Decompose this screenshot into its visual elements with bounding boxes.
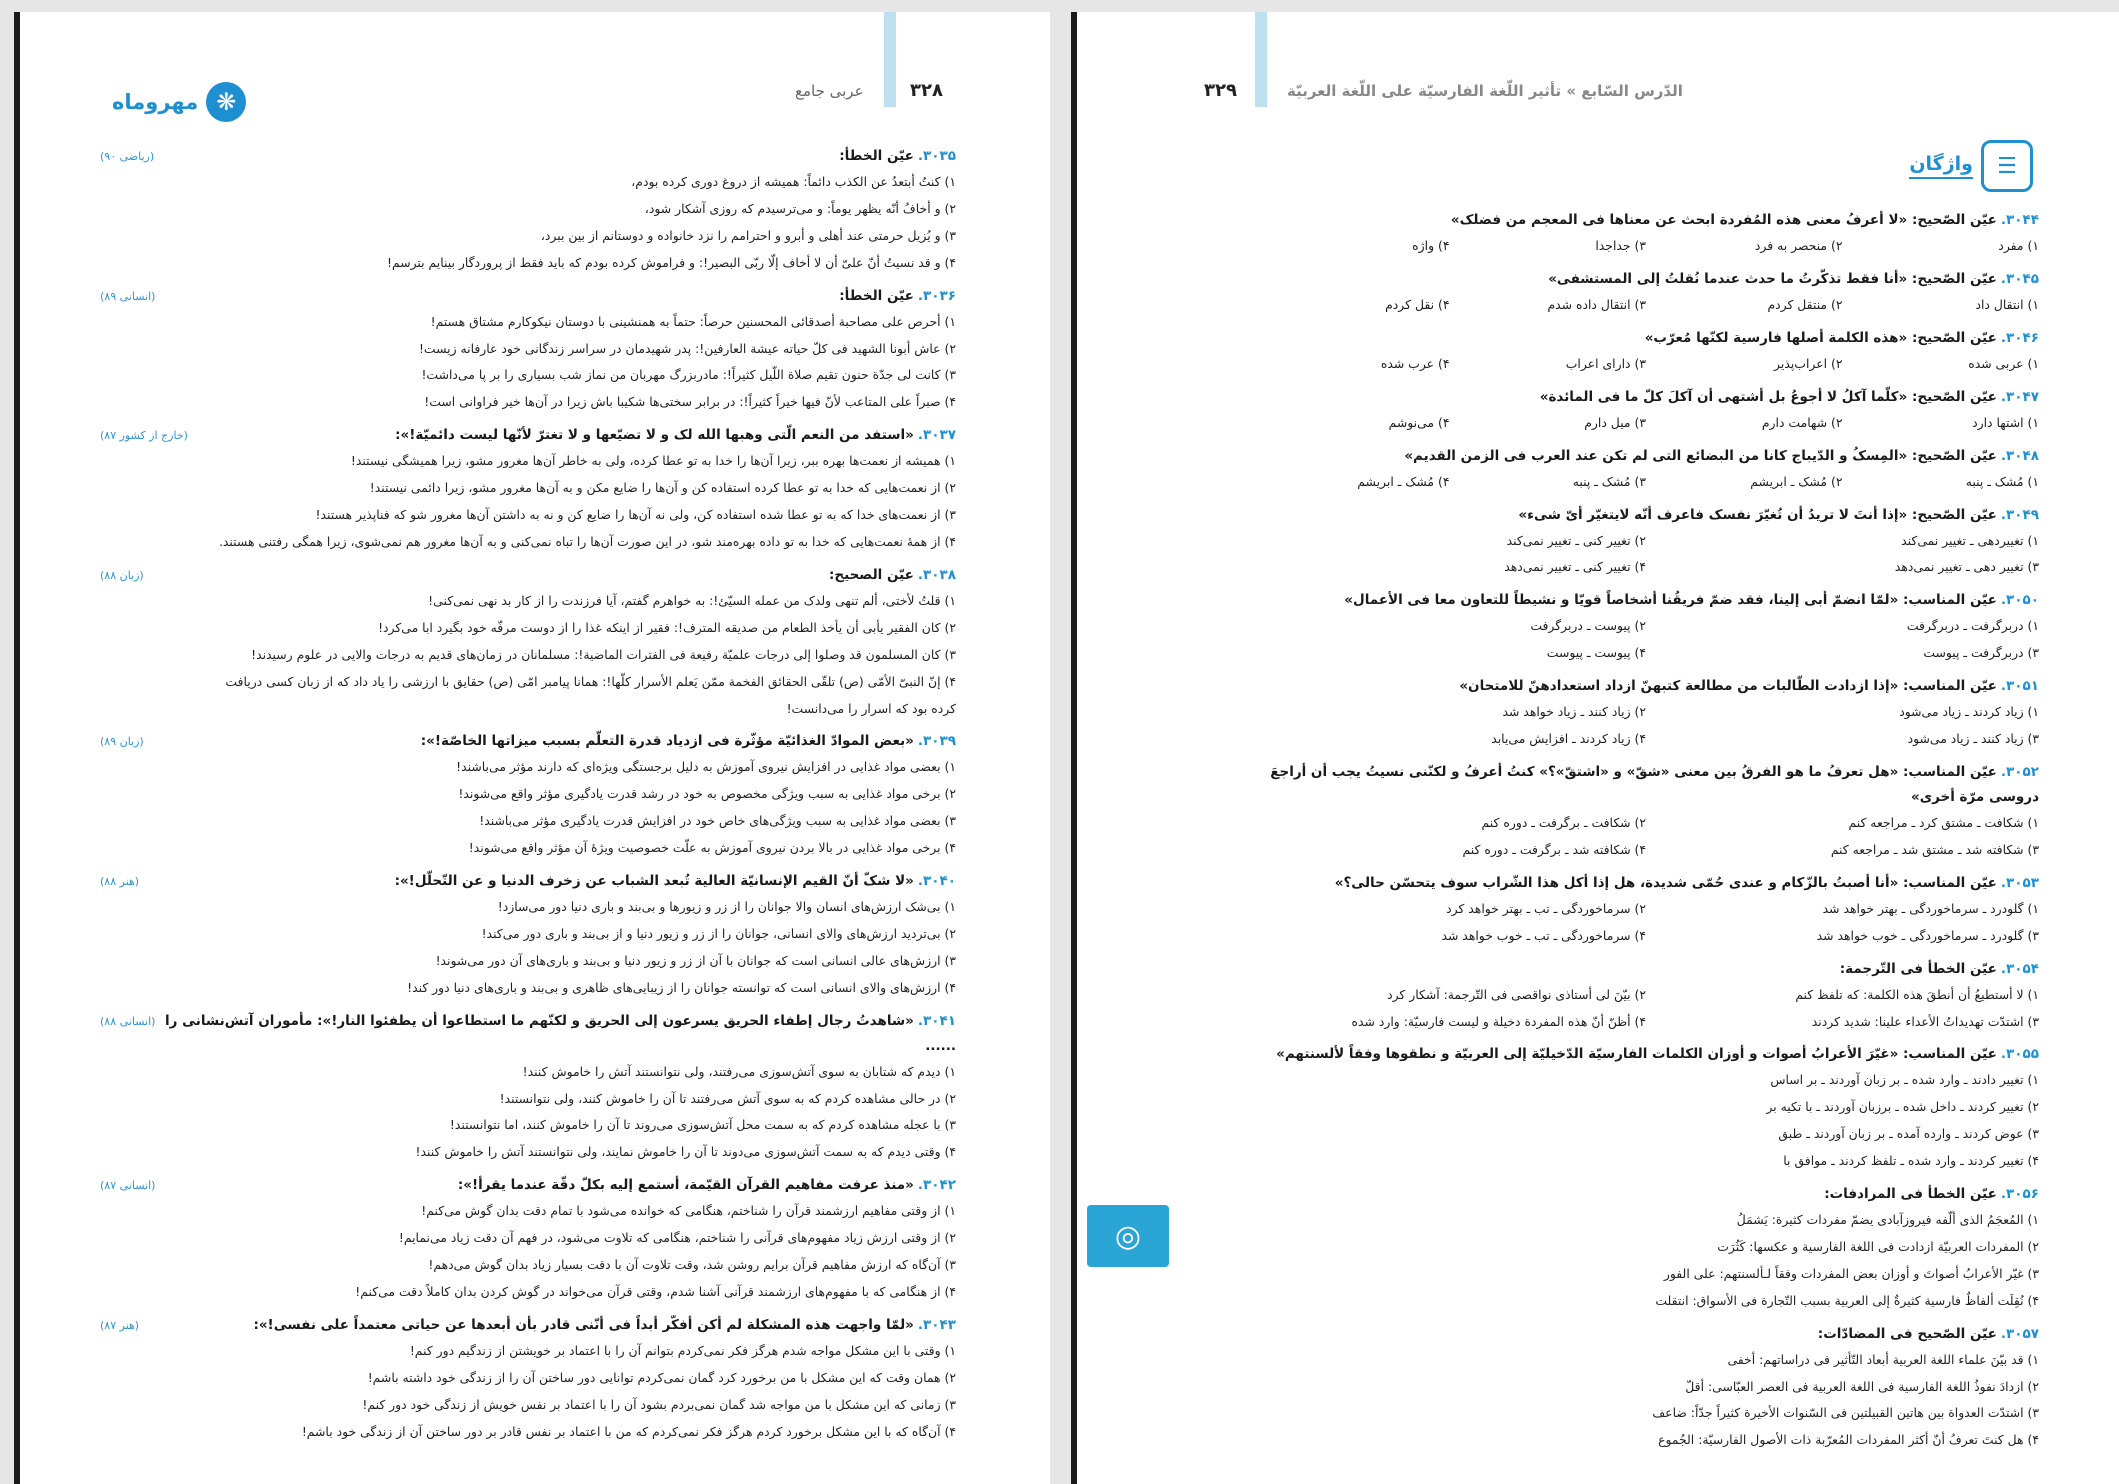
answer-option: ۳) تغییر دهی ـ تغییر نمی‌دهد xyxy=(1894,559,2039,575)
question-stem xyxy=(1818,1322,2039,1347)
answer-option: ۱) وقتی با این مشکل مواجه شدم هرگز فکر نمی‌کردم بتوانم آن را با اعتماد بر خویشتن از زندگیم دور کنم! xyxy=(409,1342,956,1358)
question-stem-text: عیّن الصّحیح: «المِسکُ و الدّیباج کانا من البضائع التی لم تکن عند العرب فی الزمن القدیم» xyxy=(1404,447,1997,464)
question-block xyxy=(1253,760,2039,864)
answer-option: ۴) سرماخوردگی ـ تب ـ خوب خواهد شد xyxy=(1441,927,1646,943)
exam-source: (ریاضی ۹۰) xyxy=(100,150,155,163)
side-tab-logo xyxy=(1087,1205,1169,1267)
question-header xyxy=(100,1173,956,1198)
question-header xyxy=(1253,1322,2039,1347)
answer-option: ۱) از وقتی مفاهیم ارزشمند قرآن را شناختم، هنگامی که خوانده می‌شود با تمام دقت بدان گوش می‌کنم! xyxy=(421,1203,956,1219)
answer-option: ۳) از نعمت‌های خدا که به تو عطا شده استفاده کن، ولی نه آن‌ها را ضایع کن و نه به داشتن آن‌ها مغرور شو که فناپذیر هستند! xyxy=(315,507,956,523)
answer-option: ۴) نقل کردم xyxy=(1385,296,1450,312)
answer-option: ۴) تغییر کردند ـ وارد شده ـ تلفظ کردند ـ موافق با xyxy=(1783,1153,2039,1169)
answer-option: ۲) شکافت ـ برگرفت ـ دوره کنم xyxy=(1481,814,1646,830)
answer-option: ۱) کنتُ أبتعدُ عن الکذب دائماً: همیشه از دروغ دوری کرده بودم، xyxy=(631,174,956,189)
question-stem xyxy=(839,144,956,169)
question-header xyxy=(1253,267,2039,292)
question-stem-text: «شاهدتُ رجال إطفاء الحریق یسرعون إلی الحریق و لکنّهم ما استطاعوا أن یطفئوا النار!»: مأموران آتش‌نشانی را ...... xyxy=(165,1012,956,1054)
list-icon: ☰ xyxy=(1981,140,2033,192)
answer-option: ۲) از وقتی ارزش زیاد مفهوم‌های قرآنی را شناختم، هنگامی که تلاوت می‌شود، در فهم آن دقت زیاد می‌نمایم! xyxy=(398,1230,956,1246)
question-block xyxy=(100,144,956,277)
question-stem xyxy=(1451,208,2039,233)
exam-source: (هنر ۸۷) xyxy=(100,1318,140,1332)
question-stem-text: «لا شکّ أنّ القیم الإنسانیّة العالیة تُبعد الشباب عن زخرف الدنیا و عن التّحلّل!»: xyxy=(394,873,914,890)
section-title-text: واژگان xyxy=(1909,153,1973,179)
answer-option: ۱) قلتُ لأختی، ألم تنهی ولدک من عمله السیّئ!: به خواهرم گفتم، آیا فرزندت را از کار بد نهی نمی‌کنی! xyxy=(428,592,956,608)
right-page xyxy=(1071,12,2119,1484)
question-block xyxy=(1253,326,2039,378)
question-header xyxy=(1253,326,2039,351)
answer-option: ۱) دربرگرفت ـ دربرگرفت xyxy=(1906,618,2039,634)
answer-option: ۱) اشتها دارد xyxy=(1972,414,2039,430)
question-number: ۳۰۳۵. xyxy=(917,148,956,164)
answer-option: ۳) گلودرد ـ سرماخوردگی ـ خوب خواهد شد xyxy=(1816,927,2039,943)
question-stem xyxy=(1518,503,2039,528)
answer-option: ۴) از همهٔ نعمت‌هایی که خدا به تو داده بهره‌مند شو، در این صورت آن‌ها را تباه نمی‌کنی و به آن‌ها مغرور هم نمی‌شوی، زیرا همگی رفتنی هستند. xyxy=(218,533,956,549)
question-header xyxy=(100,284,956,309)
question-number: ۳۰۴۹. xyxy=(2000,506,2039,523)
question-stem xyxy=(421,729,956,754)
question-number: ۳۰۴۶. xyxy=(2000,329,2039,346)
swirl-icon: ◎ xyxy=(1114,1218,1142,1254)
answer-option: ۱) زیاد کردند ـ زیاد می‌شود xyxy=(1899,704,2039,720)
running-head: الدّرس السّابع » تأثیر اللّغة الفارسیّة علی اللّغة العربیّة xyxy=(1287,82,1683,100)
question-number: ۳۰۴۸. xyxy=(2000,447,2039,464)
question-block xyxy=(100,869,956,1002)
options-grid xyxy=(1253,896,2039,950)
question-number: ۳۰۵۷. xyxy=(2000,1325,2039,1342)
answer-option: ۳) عوض کردند ـ وارده آمده ـ بر زبان آوردند ـ طبق xyxy=(1778,1126,2039,1142)
answer-option: ۱) قد بیّنَ علماء اللغة العربیة أبعاد التّأثیر فی دراساتهم: أخفی xyxy=(1727,1351,2039,1367)
answer-option: ۳) دربرگرفت ـ پیوست xyxy=(1923,645,2039,661)
answer-option: ۱) مفرد xyxy=(1998,238,2039,253)
question-block xyxy=(100,1009,956,1167)
answer-option: ۲) زیاد کنند ـ زیاد خواهد شد xyxy=(1502,704,1646,720)
question-header xyxy=(1253,760,2039,810)
answer-option: ۴) عرب شده xyxy=(1380,355,1450,371)
answer-option: ۴) شکافته شد ـ برگرفت ـ دوره کنم xyxy=(1462,841,1646,857)
section-title xyxy=(1909,140,2033,192)
answer-option: ۲) مُشک ـ ابریشم xyxy=(1750,473,1843,489)
question-number: ۳۰۴۳. xyxy=(917,1316,956,1333)
question-header xyxy=(100,729,956,754)
answer-option: ۳) بعضی مواد غذایی به سبب ویژگی‌های خاص خود در افزایش قدرت یادگیری مؤثر می‌باشند! xyxy=(479,813,956,829)
question-header xyxy=(1253,444,2039,469)
question-block xyxy=(1253,267,2039,319)
answer-option: ۴) صبراً علی المتاعب لأنّ فیها خیراً کثیراً!: در برابر سختی‌ها شکیبا باش زیرا در آن‌ها خیر فراوانی است! xyxy=(424,394,956,410)
options-grid xyxy=(1253,613,2039,667)
question-stem xyxy=(1548,267,2039,292)
answer-option: ۴) پیوست ـ پیوست xyxy=(1546,645,1646,661)
question-stem xyxy=(253,1313,956,1338)
question-number: ۳۰۵۶. xyxy=(2000,1186,2039,1203)
answer-option: ۱) دیدم که شتابان به سوی آتش‌سوزی می‌رفتند، ولی نتوانستند آتش را خاموش کنند! xyxy=(522,1063,956,1079)
question-header xyxy=(1253,1182,2039,1207)
exam-source: (خارج از کشور ۸۷) xyxy=(100,429,188,443)
answer-option: ۱) انتقال داد xyxy=(1975,296,2039,312)
answer-option: ۱) لا أستطیعُ أن أنطقَ هذه الکلمة: که تلفظ کنم xyxy=(1795,986,2039,1002)
question-number: ۳۰۵۰. xyxy=(2000,592,2039,609)
answer-option: ۱) المُعجَمُ الذی ألّفه فیروزآبادی یضمّ مفردات کثیرة: یَشمَلُ xyxy=(1736,1212,2039,1228)
answer-option: ۴) زیاد کردند ـ افزایش می‌یابد xyxy=(1491,731,1646,747)
answer-option: ۱) عربی شده xyxy=(1968,355,2039,371)
options-grid xyxy=(1253,699,2039,753)
question-header xyxy=(1253,385,2039,410)
question-block xyxy=(100,284,956,417)
answer-option: ۳) غیّر الأعرابُ أصواتَ و أوزان بعض المفردات وفقاً لـألسنتهم: علی الفور xyxy=(1663,1265,2039,1281)
question-stem xyxy=(1540,385,2039,410)
question-stem xyxy=(839,284,956,309)
question-stem-text: «استفد من النعم الّتی وهبها الله لک و لا تضیّعها و لا تغترّ لأنّها لیست دائمیّة!»: xyxy=(395,427,914,444)
answer-option: ۳) انتقال داده شدم xyxy=(1547,296,1646,312)
question-block xyxy=(1253,503,2039,582)
answer-option: ۲) تغییر کردند ـ داخل شده ـ برزبان آوردند ـ با تکیه بر xyxy=(1766,1099,2039,1115)
question-stem xyxy=(1344,588,2039,613)
question-number: ۳۰۴۰. xyxy=(917,873,956,890)
question-number: ۳۰۳۹. xyxy=(917,733,956,750)
left-question-column xyxy=(100,144,956,1453)
answer-option: ۴) نُقِلَت ألفاظٌ فارسیة کثیرةٌ إلی العربیة بسبب التّجارة فی الأسواق: انتقلت xyxy=(1655,1292,2039,1308)
question-block xyxy=(100,423,956,556)
answer-option: ۲) تغییر کنی ـ تغییر نمی‌کند xyxy=(1506,532,1646,548)
answer-option: ۳) مُشک ـ پنبه xyxy=(1572,473,1646,489)
question-number: ۳۰۴۲. xyxy=(917,1177,956,1194)
answer-option: ۳) دارای اعراب xyxy=(1565,355,1646,371)
answer-option: ۳) آن‌گاه که ارزش مفاهیم قرآن برایم روشن شد، وقت تلاوت آن با دقت بسیار زیاد بدان گوش می‌دهم! xyxy=(428,1257,956,1273)
answer-option: ۲) و أخافُ أنّه یظهر یوماً: و می‌ترسیدم که روزی آشکار شود، xyxy=(644,200,956,216)
answer-option: ۳) با عجله مشاهده کردم که به سمت محل آتش‌سوزی می‌روند تا آن را خاموش کنند، اما نتوانستند! xyxy=(449,1117,956,1133)
question-stem xyxy=(458,1173,956,1198)
answer-option: ۴) هل کنتَ تعرفُ أنّ أکثر المفردات المُعرّبة ذات الأصول الفارسیّة: الجُموع xyxy=(1658,1432,2039,1448)
answer-option: ۲) در حالی مشاهده کردم که به سوی آتش می‌رفتند تا آن را خاموش کنند، ولی نتوانستند! xyxy=(499,1090,956,1106)
answer-option: ۱) گلودرد ـ سرماخوردگی ـ بهتر خواهد شد xyxy=(1822,900,2039,916)
exam-source: (زبان ۸۹) xyxy=(100,735,144,749)
question-stem xyxy=(829,563,956,588)
question-stem-text: عیّن الخطأ: xyxy=(839,287,914,304)
question-block xyxy=(1253,385,2039,437)
answer-option: ۴) آن‌گاه که با این مشکل برخورد کردم هرگز فکر نمی‌کردم که من با اعتماد بر نفس قادر بر دور ساختن آن از زندگی خود باشم! xyxy=(301,1423,956,1439)
answer-option: ۳) و یُزیل حرمتی عند أهلی و أبرو و احترامم را نزد خانواده و دوستانم از بین ببرد، xyxy=(540,227,956,243)
question-stem-text: «منذ عرفت مفاهیم القرآن القیّمة، أستمع إلیه بکلّ دقّة عندما یقرأ!»: xyxy=(457,1177,914,1194)
exam-source: (انسانی ۸۷) xyxy=(100,1179,156,1193)
answer-option: ۲) عاش أبونا الشهید فی کلّ حیاته عیشة العارفین!: پدر شهیدمان در سراسر زندگانی خود عارفانه زیست! xyxy=(418,340,956,356)
question-header xyxy=(100,144,956,169)
question-block xyxy=(1253,674,2039,753)
question-number: ۳۰۵۴. xyxy=(2000,960,2039,977)
question-number: ۳۰۴۴. xyxy=(2000,212,2039,228)
question-stem-text: عیّن الخطأ فی التّرجمة: xyxy=(1839,960,1997,977)
answer-option: ۴) أظنّ أنّ هذه المفردة دخیلة و لیست فارسیّة: وارد شده xyxy=(1351,1013,1646,1029)
answer-option: ۲) سرماخوردگی ـ تب ـ بهتر خواهد کرد xyxy=(1446,900,1646,916)
question-stem-text: عیّن الصّحیح: «أنا فقط تذکّرتُ ما حدث عندما نُقلتُ إلی المستشفی» xyxy=(1548,270,1997,287)
question-header xyxy=(100,1313,956,1338)
answer-option: ۲) شهامت دارم xyxy=(1761,414,1843,430)
question-stem xyxy=(1253,760,2039,810)
question-header xyxy=(1253,208,2039,233)
question-stem-text: «بعض الموادّ الغذائیّة مؤثّرة فی ازدیاد قدرة التعلّم بسبب میزاتها الخاصّة!»: xyxy=(420,733,914,750)
header-accent-bar xyxy=(1255,12,1267,107)
question-stem-text: عیّن المناسب: «غیّرَ الأعرابُ أصوات و أوزان الکلمات الفارسیّة الدّخیلیّة إلی العربیّة و نطقوها وفقاً لألسنتهم» xyxy=(1276,1046,1997,1063)
question-block xyxy=(100,1173,956,1306)
header-accent-bar xyxy=(884,12,896,107)
question-number: ۳۰۳۷. xyxy=(917,427,956,444)
answer-option: ۳) میل دارم xyxy=(1584,414,1646,430)
options-grid xyxy=(1253,410,2039,437)
answer-option: ۲) اعراب‌پذیر xyxy=(1774,355,1843,371)
answer-option: ۲) بیّنَ لی أستاذی نواقصی فی التّرجمة: آشکار کرد xyxy=(1387,986,1646,1002)
options-grid xyxy=(1253,351,2039,378)
answer-option: ۲) بی‌تردید ارزش‌های والای انسانی، جوانان را از زر و زیور دنیا و از بی‌بند و باری دور می‌کند! xyxy=(481,925,956,941)
answer-option: ۱) شکافت ـ مشتق کرد ـ مراجعه کنم xyxy=(1848,814,2039,830)
exam-source: (هنر ۸۸) xyxy=(100,875,140,889)
butterfly-icon: ❋ xyxy=(206,82,246,122)
question-block xyxy=(100,563,956,723)
page-number: ۳۲۹ xyxy=(1204,80,1237,101)
answer-option: ۲) برخی مواد غذایی به سبب ویژگی مخصوص به خود در رشد قدرت یادگیری مؤثر واقع می‌شوند! xyxy=(458,786,956,802)
answer-option: ۲) منتقل کردم xyxy=(1767,296,1843,312)
answer-option: ۱) تغییر دادند ـ وارد شده ـ بر زبان آوردند ـ بر اساس xyxy=(1770,1072,2039,1088)
answer-option: ۴) تغییر کنی ـ تغییر نمی‌دهد xyxy=(1504,559,1646,575)
question-stem-text: عیّن الصّحیح: «کلّما آکلُ لا أجوعُ بل أشتهی أن آکلَ کلّ ما فی المائدة» xyxy=(1539,388,1997,405)
answer-option: ۲) منحصر به فرد xyxy=(1754,238,1843,253)
exam-source: (زبان ۸۸) xyxy=(100,568,144,582)
question-stem xyxy=(395,423,956,448)
answer-option: ۴) وقتی دیدم که به سمت آتش‌سوزی می‌دوند تا آن را خاموش نمایند، ولی نتوانستند آتش را خاموش کنند! xyxy=(415,1144,956,1160)
answer-option: ۲) ازدادَ نفوذُ اللغة الفارسیة فی اللغة العربیة فی العصر العبّاسی: أقلّ xyxy=(1685,1378,2039,1394)
question-number: ۳۰۳۸. xyxy=(917,566,956,583)
question-stem xyxy=(1840,957,2039,982)
question-number: ۳۰۵۱. xyxy=(2000,678,2039,695)
question-stem-text: عیّن الصّحیح: «هذه الکلمة أصلها فارسیة لکنّها مُعرّب» xyxy=(1644,329,1997,346)
question-stem xyxy=(395,869,956,894)
question-stem-text: عیّن الخطأ: xyxy=(839,148,914,164)
options-grid xyxy=(1253,469,2039,496)
question-header xyxy=(100,563,956,588)
question-header xyxy=(1253,871,2039,896)
answer-option: ۳) شکافته شد ـ مشتق شد ـ مراجعه کنم xyxy=(1830,841,2039,857)
question-block xyxy=(1253,444,2039,496)
answer-option: ۴) برخی مواد غذایی در بالا بردن نیروی آموزش به علّت خصوصیت ویژهٔ آن مؤثر واقع می‌شوند! xyxy=(468,840,956,856)
question-stem xyxy=(1459,674,2039,699)
options-grid xyxy=(1253,810,2039,864)
question-stem xyxy=(1645,326,2039,351)
brand-name: مهروماه xyxy=(112,90,199,114)
question-header xyxy=(1253,503,2039,528)
answer-option: ۳) اشتدّت تهدیداتُ الأعداء علینا: شدید کردند xyxy=(1811,1013,2039,1029)
question-number: ۳۰۵۳. xyxy=(2000,874,2039,891)
question-header xyxy=(100,1009,956,1059)
answer-option: ۴) إنّ النبیّ الأمّی (ص) تلقّی الحقائق الفخمة ممّن یَعلم الأسرار کلّها!: همانا پیامبر امّی (ص) حقایق با ارزشی را یاد داد که از زبان کسی دریافت xyxy=(225,673,956,689)
question-stem xyxy=(1404,444,2039,469)
question-stem-text: عیّن المناسب: «لمّا انضمّ أبی إلینا، فقد ضمّ فریقُنا أشخاصاً قویّا و نشیطاً للتعاون معا فی الأعمال» xyxy=(1344,592,1997,609)
question-number: ۳۰۴۵. xyxy=(2000,270,2039,287)
page-number: ۳۲۸ xyxy=(910,80,943,101)
answer-option: ۳) زیاد کنند ـ زیاد می‌شود xyxy=(1907,731,2039,747)
question-header xyxy=(100,869,956,894)
question-stem-text: عیّن الصّحیح: «لا أعرفُ معنی هذه المُفردة ابحث عن معناها فی المعجم من فضلک» xyxy=(1450,212,1997,228)
answer-option: ۱) همیشه از نعمت‌ها بهره ببر، زیرا آن‌ها را خدا به تو عطا کرده، ولی به خاطر آن‌ها مغرور مشو، زیرا همیشگی نیستند! xyxy=(350,453,956,469)
brand-logo xyxy=(112,82,246,122)
question-block xyxy=(1253,1182,2039,1315)
question-number: ۳۰۴۷. xyxy=(2000,388,2039,405)
answer-option: ۱) تغییردهی ـ تغییر نمی‌کند xyxy=(1901,532,2039,548)
answer-option: ۴) مُشک ـ ابریشم xyxy=(1357,473,1450,489)
question-block xyxy=(1253,1042,2039,1175)
question-number: ۳۰۵۲. xyxy=(2000,763,2039,780)
question-block xyxy=(1253,208,2039,260)
question-header xyxy=(1253,674,2039,699)
answer-option: ۴) و قد نسیتُ أنّ علیّ أن لا أخاف إلّا ربّی البصیر!: و فراموش کرده بودم که باید فقط از پروردگار بینایم بترسم! xyxy=(386,254,956,270)
running-head: عربی جامع xyxy=(795,82,864,100)
exam-source: (انسانی ۸۸) xyxy=(100,1014,156,1028)
answer-option: ۴) واژه xyxy=(1412,238,1450,253)
options-grid xyxy=(1253,982,2039,1036)
answer-option: ۳) کان المسلمون قد وصلوا إلی درجات علمیّة رفیعة فی الفترات الماضیة!: مسلمانان در زمان‌های قدیم به درجات والایی در علوم رسیدند! xyxy=(251,646,956,662)
question-block xyxy=(100,729,956,862)
question-stem xyxy=(1276,1042,2039,1067)
answer-option: ۳) جداجدا xyxy=(1595,238,1646,253)
answer-option: ۱) أحرص علی مصاحبة أصدقائی المحسنین حرصاً: حتماً به همنشینی با دوستان نیکوکارم مشتاق هستم! xyxy=(430,313,956,329)
question-block xyxy=(1253,871,2039,950)
question-stem-text: عیّن الخطأ فی المرادفات: xyxy=(1824,1186,1997,1203)
answer-option: ۲) پیوست ـ دربرگرفت xyxy=(1530,618,1646,634)
answer-option: ۳) ارزش‌های عالی انسانی است که جوانان با آن از زر و زیور دنیا و بی‌بند و باری‌های آن دور می‌شوند! xyxy=(435,952,956,968)
answer-option: ۱) مُشک ـ پنبه xyxy=(1965,473,2039,489)
question-stem xyxy=(1824,1182,2039,1207)
question-stem xyxy=(1335,871,2039,896)
options-grid xyxy=(1253,528,2039,582)
question-stem-text: عیّن الصّحیح فی المضادّات: xyxy=(1817,1325,1997,1342)
question-header xyxy=(1253,1042,2039,1067)
question-stem-text: عیّن المناسب: «إذا ازدادت الطّالبات من مطالعة کتبهنّ ازداد استعدادهنّ للامتحان» xyxy=(1459,678,1997,695)
question-block xyxy=(1253,1322,2039,1455)
answer-option: ۳) کانت لی جدّة حنون تقیم صلاة اللّیل کثیراً!: مادربزرگ مهربان من نماز شب بسیاری را بر پا می‌داشت! xyxy=(421,367,956,383)
answer-option: ۱) بعضی مواد غذایی در افزایش نیروی آموزش به دلیل برجستگی ویژه‌ای که دارند مؤثر می‌باشند! xyxy=(456,759,956,775)
question-stem-text: عیّن الصحیح: xyxy=(828,566,914,583)
question-header xyxy=(1253,588,2039,613)
options-grid xyxy=(1253,233,2039,260)
answer-option: ۴) می‌نوشم xyxy=(1388,414,1450,430)
answer-option: ۴) از هنگامی که با مفهوم‌های ارزشمند قرآنی آشنا شدم، وقتی قرآن می‌خواند در گوش کردن بدان کاملاً دقت می‌کنم! xyxy=(355,1284,956,1299)
question-stem-text: «لمّا واجهت هذه المشکلة لم أکن أفکّر أبداً فی أنّنی قادر بأن أبعدها عن حیاتی معتمداً علی نفسی!»: xyxy=(253,1316,914,1333)
question-number: ۳۰۵۵. xyxy=(2000,1046,2039,1063)
answer-option: ۳) زمانی که این مشکل با من مواجه شد گمان نمی‌بردم بشود آن را با اعتماد بر نفس خویش از زندگی خود دور کنم! xyxy=(362,1396,956,1412)
answer-option: ۲) از نعمت‌هایی که خدا به تو عطا کرده استفاده کن و آن‌ها را ضایع مکن و به آن‌ها مغرور مشو، زیرا دائمی نیستند! xyxy=(369,480,956,496)
exam-source: (انسانی ۸۹) xyxy=(100,289,156,303)
answer-option: ۱) بی‌شک ارزش‌های انسان والا جوانان را از زر و زیورها و بی‌بند و باری دنیا دور می‌سازد! xyxy=(497,899,956,915)
right-question-column xyxy=(1253,208,2039,1461)
answer-option: ۳) اشتدّت العدواة بین هاتین القبیلتین فی السّنوات الأخیرة کثیراً جدّاً: ضاعف xyxy=(1652,1405,2039,1421)
answer-option: ۲) همان وقت که این مشکل با من برخورد کرد گمان نمی‌کردم توانایی دور ساختن آن را از زندگی خود داشته باشم! xyxy=(367,1369,956,1385)
question-stem xyxy=(163,1009,956,1059)
question-number: ۳۰۴۱. xyxy=(917,1012,956,1029)
question-number: ۳۰۳۶. xyxy=(917,287,956,304)
left-page xyxy=(14,12,1050,1484)
question-header xyxy=(100,423,956,448)
answer-option: ۲) المفردات العربیّة ازدادت فی اللغة الفارسیة و عکسها: کَثُرَت xyxy=(1717,1238,2039,1254)
answer-option: ۴) ارزش‌های والای انسانی است که توانسته جوانان را از زیبایی‌های ظاهری و بی‌بند و باری‌های دنیا دور کند! xyxy=(407,979,956,995)
question-stem-text: عیّن المناسب: «هل تعرفُ ما هو الفرقُ بین معنی «شقّ» و «اشتقّ»؟» کنتُ أعرفُ و لکنّنی نسیتُ یجب أن أراجعَ دروسی مرّة أخری» xyxy=(1270,763,2039,805)
options-grid xyxy=(1253,292,2039,319)
question-header xyxy=(1253,957,2039,982)
question-block xyxy=(1253,588,2039,667)
answer-option: کرده بود که اسرار را می‌دانست! xyxy=(786,700,956,716)
answer-option: ۲) کان الفقیر یأبی أن یأخذ الطعام من صدیقه المترف!: فقیر از اینکه غذا را از دوست مرفّه خود بگیرد ابا می‌کرد! xyxy=(378,619,956,635)
question-block xyxy=(100,1313,956,1446)
question-stem-text: عیّن الصّحیح: «إذا أنتَ لا تریدُ أن تُغیّرَ نفسک فاعرف أنّه لایتغیّر أیّ شیء» xyxy=(1518,506,1997,523)
question-block xyxy=(1253,957,2039,1036)
question-stem-text: عیّن المناسب: «أنا أصبتُ بالزّکام و عندی حُمّی شدیدة، هل إذا أکل هذا الشّراب سوف یتحسّن حالی؟» xyxy=(1334,874,1997,891)
